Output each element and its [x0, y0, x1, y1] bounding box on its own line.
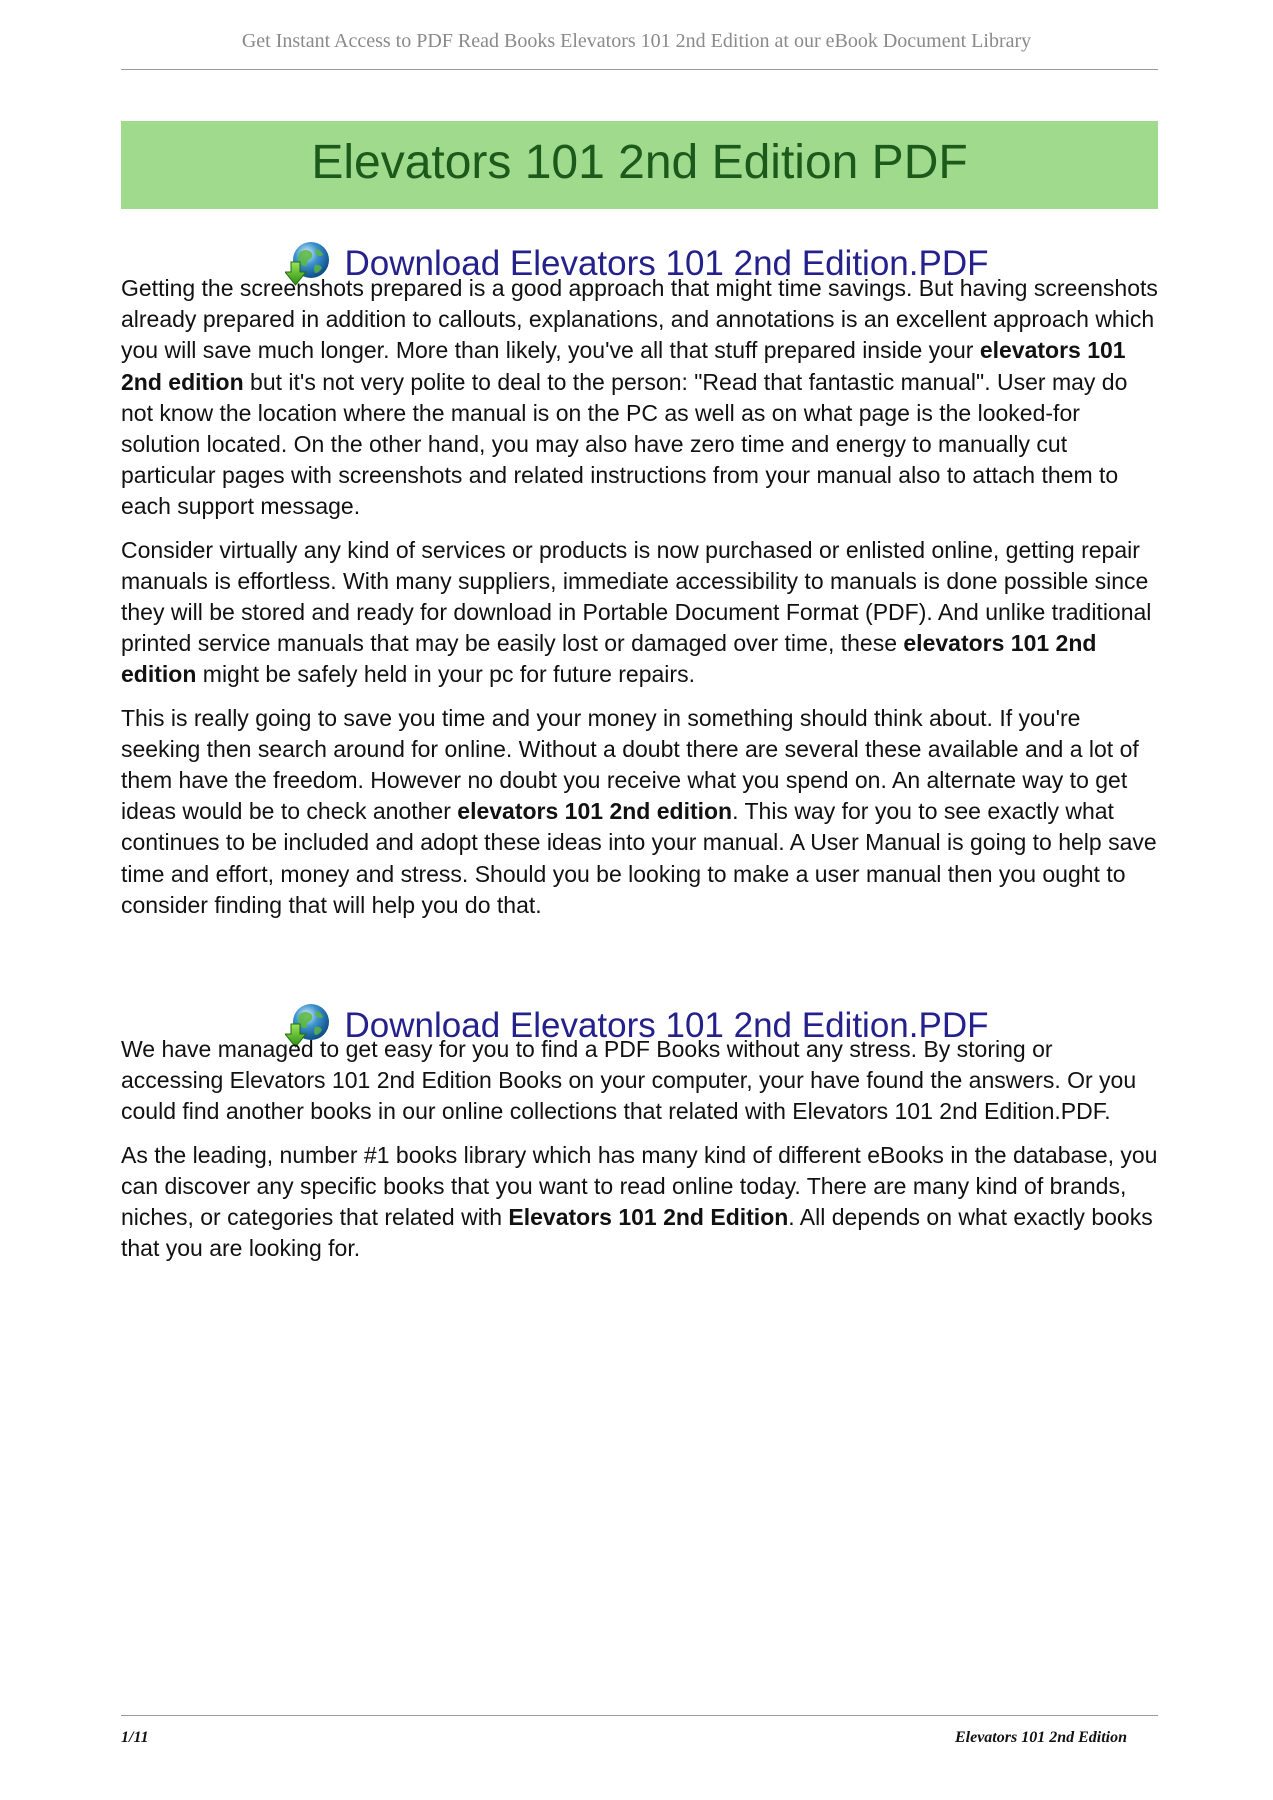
paragraph-2-text-b: might be safely held in your pc for future repairs. — [196, 661, 695, 688]
body-text-top — [121, 273, 1161, 921]
paragraph-4-text: We have managed to get easy for you to find a PDF Books without any stress. By storing or accessing Elevators 101 2nd Edition Books on your computer, your have found the answers. Or you could find another books in our online collections that related with Elevators 101 2nd Edition.PDF. — [121, 1036, 1137, 1125]
page-header: Get Instant Access to PDF Read Books Elevators 101 2nd Edition at our eBook Document Library — [241, 30, 1032, 52]
paragraph-5 — [121, 1140, 1161, 1265]
paragraph-2 — [121, 535, 1161, 691]
paragraph-1 — [121, 273, 1161, 523]
page-number: 1/11 — [121, 1729, 149, 1746]
download-link-label: Download Elevators 101 2nd Edition.PDF — [344, 244, 989, 283]
paragraph-4 — [121, 1034, 1161, 1128]
paragraph-2-keyword: elevators 101 2nd edition — [121, 630, 1097, 688]
paragraph-3-keyword: elevators 101 2nd edition — [457, 798, 733, 825]
footer-title: Elevators 101 2nd Edition — [954, 1729, 1127, 1746]
paragraph-5-keyword: Elevators 101 2nd Edition — [508, 1204, 789, 1231]
paragraph-1-text-a: Getting the screenshots prepared is a good approach that might time savings. But having screenshots already prepared in addition to callouts, explanations, and annotations is an excellent approach which you will save much longer. More than likely, you've all that stuff prepared inside your — [121, 275, 1158, 364]
paragraph-3 — [121, 703, 1161, 921]
header-divider — [121, 69, 1158, 70]
document-title: Elevators 101 2nd Edition PDF — [311, 135, 968, 189]
footer-divider — [121, 1715, 1158, 1716]
paragraph-1-keyword: elevators 101 2nd edition — [121, 337, 1126, 395]
title-banner — [121, 121, 1158, 209]
paragraph-3-text-a: This is really going to save you time and your money in something should think about. If you're seeking then search around for online. Without a doubt there are several these available and a lot of them have the freedom. However no doubt you receive what you spend on. An alternate way to get ideas would be to check another — [121, 704, 1139, 825]
paragraph-1-text-b: but it's not very polite to deal to the person: "Read that fantastic manual". User may do not know the location where the manual is on the PC as well as on what page is the looked-for solution located. On the other hand, you may also have zero time and energy to manually cut particular pages with screenshots and related instructions from your manual also to attach them to each support message. — [121, 368, 1128, 520]
paragraph-5-text-a: As the leading, number #1 books library which has many kind of different eBooks in the database, you can discover any specific books that you want to read online today. There are many kind of brands, niches, or categories that related with — [121, 1141, 1158, 1231]
download-link-label: Download Elevators 101 2nd Edition.PDF — [344, 1006, 989, 1045]
paragraph-5-text-b: . All depends on what exactly books that you are looking for. — [121, 1204, 1153, 1262]
paragraph-3-text-b: . This way for you to see exactly what continues to be included and adopt these ideas into your manual. A User Manual is going to help save time and effort, money and stress. Should you be looking to make a user manual then you ought to consider finding that will help you do that. — [121, 798, 1157, 918]
paragraph-2-text-a: Consider virtually any kind of services or products is now purchased or enlisted online, getting repair manuals is effortless. With many suppliers, immediate accessibility to manuals is done possible since they will be stored and ready for download in Portable Document Format (PDF). And unlike traditional printed service manuals that may be easily lost or damaged over time, these — [121, 536, 1152, 657]
body-text-bottom — [121, 1034, 1161, 1264]
